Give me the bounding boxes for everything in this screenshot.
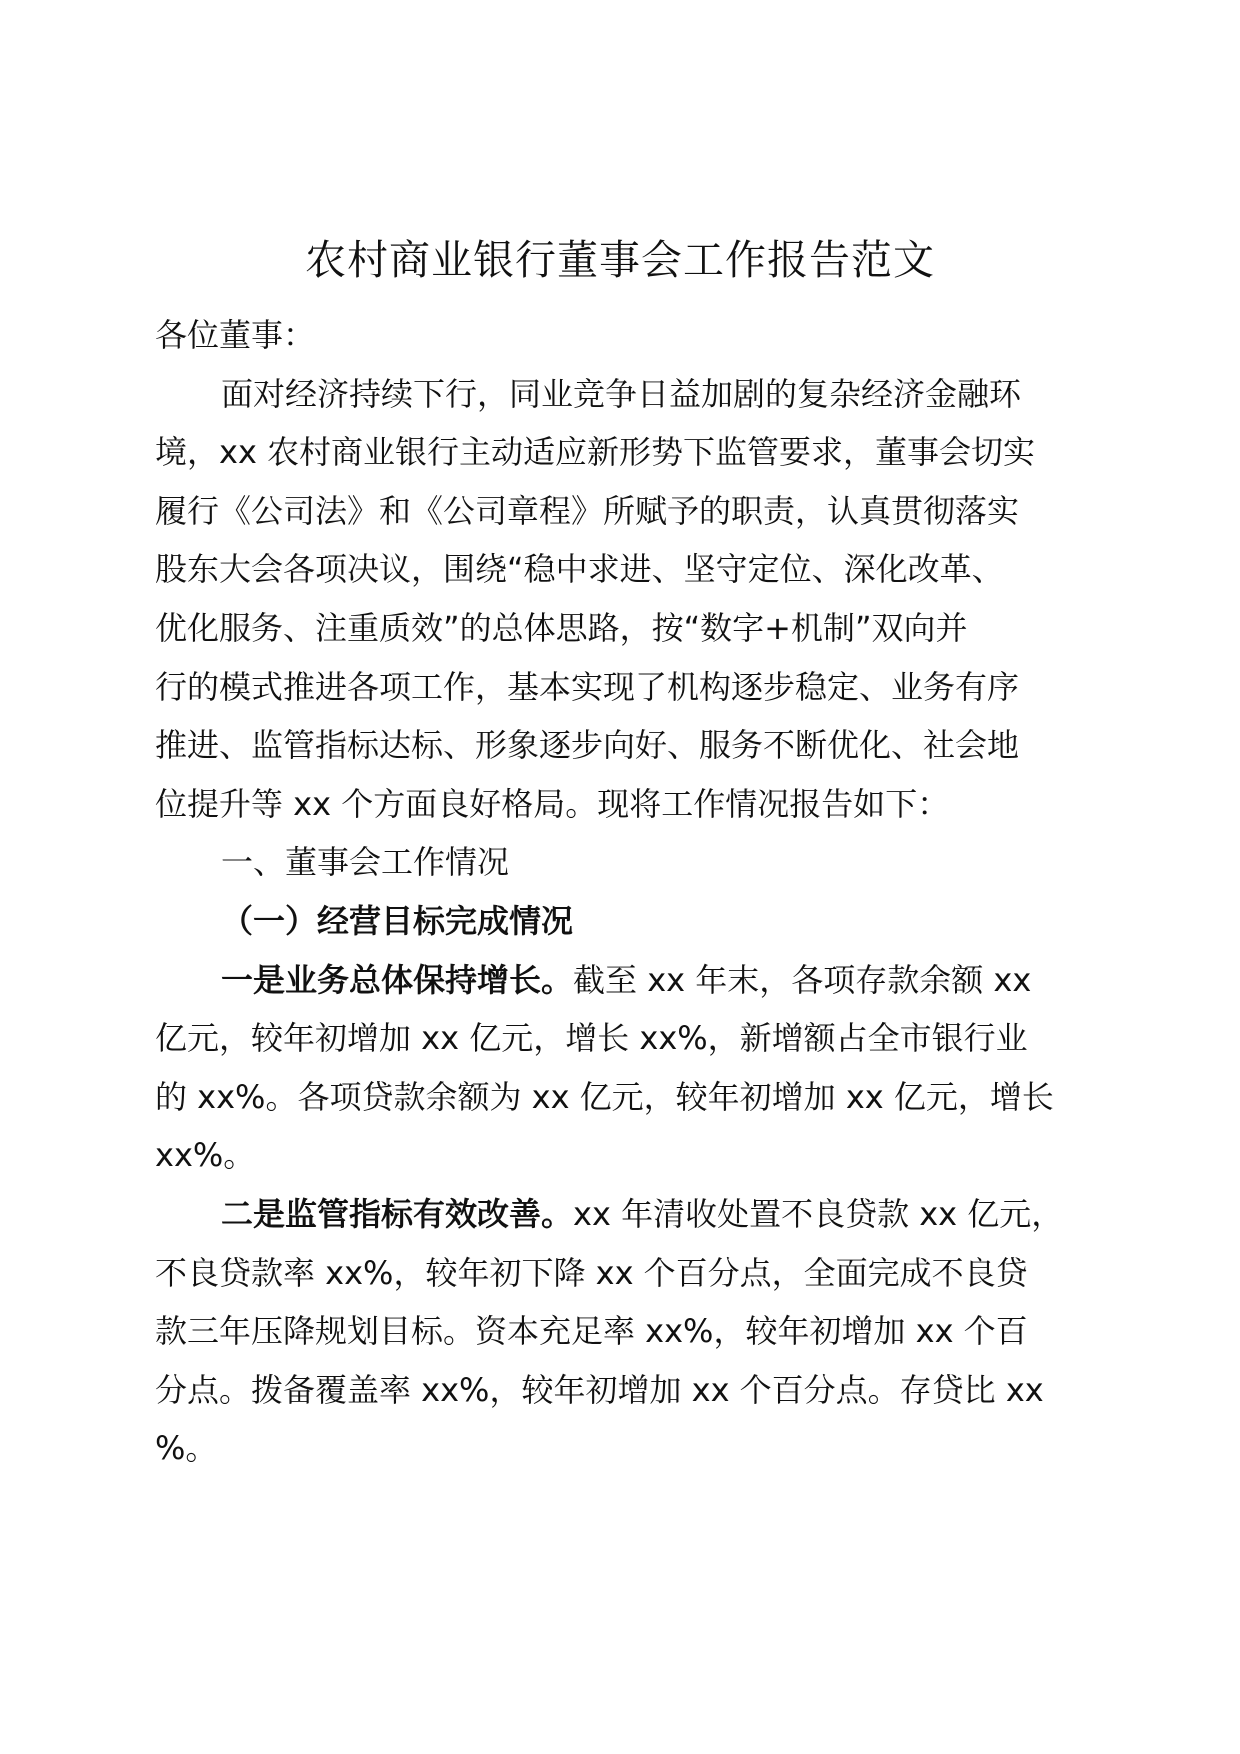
point-line: xx%。	[155, 1136, 256, 1175]
point-lead-text: 一是业务总体保持增长。	[221, 960, 574, 999]
intro-line: 位提升等 xx 个方面良好格局。现将工作情况报告如下：	[155, 784, 950, 823]
document-body	[155, 232, 1085, 1478]
point-line: 的 xx%。各项贷款余额为 xx 亿元，较年初增加 xx 亿元，增长	[155, 1077, 1054, 1116]
point-line: 不良贷款率 xx%，较年初下降 xx 个百分点，全面完成不良贷	[155, 1253, 1028, 1292]
point-line: 分点。拨备覆盖率 xx%，较年初增加 xx 个百分点。存贷比 xx	[155, 1370, 1044, 1409]
point-first-line	[155, 1185, 1085, 1244]
point-paragraph-regulatory-indicators	[155, 1185, 1085, 1478]
intro-line: 股东大会各项决议，围绕“稳中求进、坚守定位、深化改革、	[155, 550, 1004, 589]
section-heading: 一、董事会工作情况	[221, 843, 510, 882]
point-text: xx 年清收处置不良贷款 xx 亿元，	[573, 1194, 1064, 1233]
intro-line: 推进、监管指标达标、形象逐步向好、服务不断优化、社会地	[155, 726, 1020, 765]
document-title: 农村商业银行董事会工作报告范文	[305, 236, 935, 284]
intro-line: 境，xx 农村商业银行主动适应新形势下监管要求，董事会切实	[155, 433, 1036, 472]
subsection-heading: （一）经营目标完成情况	[221, 901, 574, 940]
point-first-line	[155, 951, 1085, 1010]
intro-line: 履行《公司法》和《公司章程》所赋予的职责，认真贯彻落实	[155, 491, 1020, 530]
point-lead-text: 二是监管指标有效改善。	[221, 1194, 574, 1233]
salutation: 各位董事：	[155, 316, 316, 354]
intro-line: 行的模式推进各项工作，基本实现了机构逐步稳定、业务有序	[155, 667, 1020, 706]
intro-line: 面对经济持续下行，同业竞争日益加剧的复杂经济金融环	[221, 374, 1022, 413]
point-text: 截至 xx 年末，各项存款余额 xx	[573, 960, 1032, 999]
point-line: %。	[155, 1429, 218, 1468]
point-line: 亿元，较年初增加 xx 亿元，增长 xx%，新增额占全市银行业	[155, 1019, 1028, 1058]
point-line: 款三年压降规划目标。资本充足率 xx%，较年初增加 xx 个百	[155, 1312, 1028, 1351]
intro-paragraph	[155, 365, 1085, 834]
intro-line: 优化服务、注重质效”的总体思路，按“数字+机制”双向并	[155, 608, 968, 647]
point-paragraph-business-growth	[155, 951, 1085, 1185]
